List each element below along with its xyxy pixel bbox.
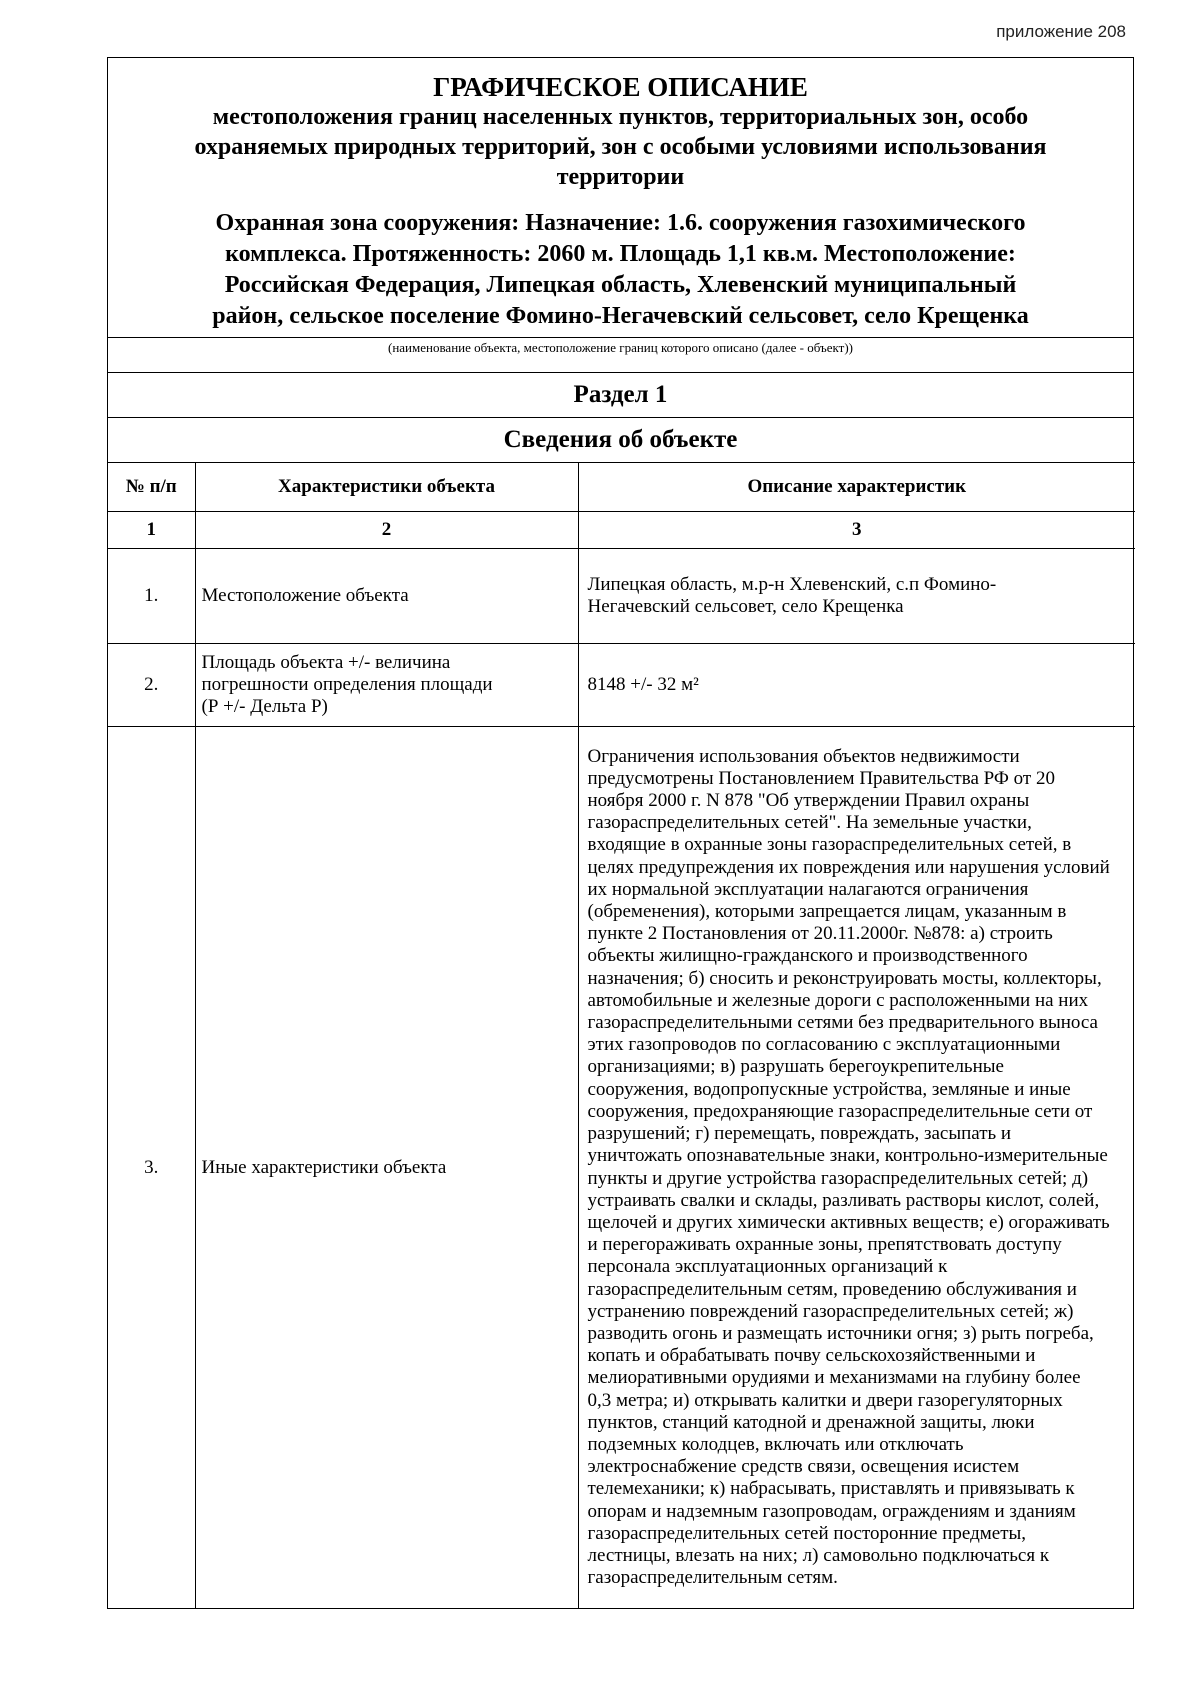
description-line: разводить огонь и размещать источники огня; з) рыть погреба, xyxy=(587,1322,1094,1344)
description-line: электроснабжение средств связи, освещения исистем xyxy=(587,1456,1020,1478)
description-line: объекты жилищно-гражданского и производственного xyxy=(587,945,1028,967)
characteristic-line: погрешности определения площади xyxy=(201,674,493,695)
header-num: № п/п xyxy=(108,463,195,512)
subtitle-line: местоположения границ населенных пунктов, территориальных зон, особо xyxy=(212,104,1029,130)
object-name-line: Охранная зона сооружения: Назначение: 1.6. сооружения газохимического xyxy=(215,210,1026,236)
description-line: 0,3 метра; и) открывать калитки и двери газорегуляторных xyxy=(587,1389,1063,1411)
description-line: организациями; в) разрушать берегоукрепительные xyxy=(587,1056,1004,1078)
document-subtitle xyxy=(118,102,1123,192)
restrictions-text xyxy=(588,746,1130,1590)
row-num: 2. xyxy=(108,644,195,727)
description-line: газораспределительным сетям, проведению обслуживания и xyxy=(587,1278,1077,1300)
characteristic-line: Площадь объекта +/- величина xyxy=(201,652,451,673)
description-line: опорам и надземным газопроводам, ограждениям и зданиям xyxy=(587,1500,1076,1522)
object-name xyxy=(118,208,1123,337)
table-row xyxy=(108,549,1135,644)
description-line: устранению повреждений газораспределительных сетей; ж) xyxy=(587,1300,1074,1322)
subtitle-line: охраняемых природных территорий, зон с особыми условиями использования xyxy=(194,134,1047,160)
col-number: 3 xyxy=(578,512,1135,549)
object-name-line: Российская Федерация, Липецкая область, Хлевенский муниципальный xyxy=(224,272,1017,298)
document-frame xyxy=(107,57,1134,1609)
object-name-line: комплекса. Протяженность: 2060 м. Площадь 1,1 кв.м. Местоположение: xyxy=(225,241,1016,267)
description-line: назначения; б) сносить и реконструировать мосты, коллекторы, xyxy=(587,967,1102,989)
description-line: газораспределительных сетей посторонние предметы, xyxy=(587,1522,1027,1544)
row-description xyxy=(578,549,1135,644)
description-line: сооружения, водопропускные устройства, земляные и иные xyxy=(587,1078,1071,1100)
description-line: Ограничения использования объектов недвижимости xyxy=(587,745,1020,767)
description-line: газораспределительных сетей". На земельные участки, xyxy=(587,812,1032,834)
description-line: телемеханики; к) набрасывать, приставлять и привязывать к xyxy=(587,1478,1075,1500)
table-column-numbers-row xyxy=(108,512,1135,549)
row-characteristic: Иные характеристики объекта xyxy=(195,727,578,1609)
description-line: газораспределительными сетями без предварительного выноса xyxy=(587,1012,1098,1034)
description-line: пункте 2 Постановления от 20.11.2000г. №878: а) строить xyxy=(587,923,1053,945)
description-line: и перегораживать охранные зоны, препятствовать доступу xyxy=(587,1234,1062,1256)
description-line: Негачевский сельсовет, село Крещенка xyxy=(587,596,904,617)
description-line: ноября 2000 г. N 878 "Об утверждении Правил охраны xyxy=(587,790,1030,812)
header-characteristic: Характеристики объекта xyxy=(195,463,578,512)
description-line: их нормальной эксплуатации налагаются ограничения xyxy=(587,878,1029,900)
description-line: целях предупреждения их повреждения или нарушения условий xyxy=(587,856,1110,878)
characteristic-line: (Р +/- Дельта Р) xyxy=(201,696,328,717)
table-row xyxy=(108,644,1135,727)
description-line: этих газопроводов по согласованию с эксплуатационными xyxy=(587,1034,1061,1056)
row-num: 1. xyxy=(108,549,195,644)
description-line: Липецкая область, м.р-н Хлевенский, с.п Фомино- xyxy=(587,574,997,595)
col-number: 1 xyxy=(108,512,195,549)
description-line: копать и обрабатывать почву сельскохозяйственными и xyxy=(587,1345,1036,1367)
description-line: уничтожать опознавательные знаки, контрольно-измерительные xyxy=(587,1145,1108,1167)
row-characteristic: Местоположение объекта xyxy=(195,549,578,644)
description-line: разрушений; г) перемещать, повреждать, засыпать и xyxy=(587,1123,1012,1145)
description-line: автомобильные и железные дороги с расположенными на них xyxy=(587,989,1089,1011)
row-description xyxy=(578,727,1135,1609)
document-title: ГРАФИЧЕСКОЕ ОПИСАНИЕ xyxy=(433,72,808,102)
table-header-row xyxy=(108,463,1135,512)
header-description: Описание характеристик xyxy=(578,463,1135,512)
description-line: сооружения, предохраняющие газораспределительные сети от xyxy=(587,1100,1093,1122)
table-row xyxy=(108,727,1135,1609)
col-number: 2 xyxy=(195,512,578,549)
description-line: предусмотрены Постановлением Правительства РФ от 20 xyxy=(587,767,1055,789)
subtitle-line: территории xyxy=(556,164,685,190)
row-characteristic xyxy=(195,644,578,727)
description-line: персонала эксплуатационных организаций к xyxy=(587,1256,948,1278)
object-info-table xyxy=(108,462,1135,1608)
description-line: газораспределительным сетям. xyxy=(587,1567,838,1589)
description-line: входящие в охранные зоны газораспределительных сетей, в xyxy=(587,834,1072,856)
description-line: мелиоративными орудиями и механизмами на глубину более xyxy=(587,1367,1081,1389)
description-line: лестницы, влезать на них; л) самовольно подключаться к xyxy=(587,1544,1050,1566)
row-description: 8148 +/- 32 м² xyxy=(578,644,1135,727)
document-header xyxy=(108,58,1133,337)
object-name-line: район, сельское поселение Фомино-Негачевский сельсовет, село Крещенка xyxy=(212,303,1029,329)
description-line: пунктов, станций катодной и дренажной защиты, люки xyxy=(587,1411,1035,1433)
description-line: пункты и другие устройства газораспределительных сетей; д) xyxy=(587,1167,1089,1189)
description-line: (обременения), которыми запрещается лицам, указанным в xyxy=(587,901,1067,923)
appendix-label: приложение 208 xyxy=(996,22,1126,41)
section-title: Раздел 1 xyxy=(108,372,1133,417)
section-subtitle: Сведения об объекте xyxy=(108,417,1133,462)
row-num: 3. xyxy=(108,727,195,1609)
description-line: устраивать свалки и склады, разливать растворы кислот, солей, xyxy=(587,1189,1100,1211)
object-caption: (наименование объекта, местоположение границ которого описано (далее - объект)) xyxy=(108,337,1133,372)
description-line: подземных колодцев, включать или отключать xyxy=(587,1433,964,1455)
description-line: щелочей и других химически активных веществ; е) огораживать xyxy=(587,1211,1110,1233)
